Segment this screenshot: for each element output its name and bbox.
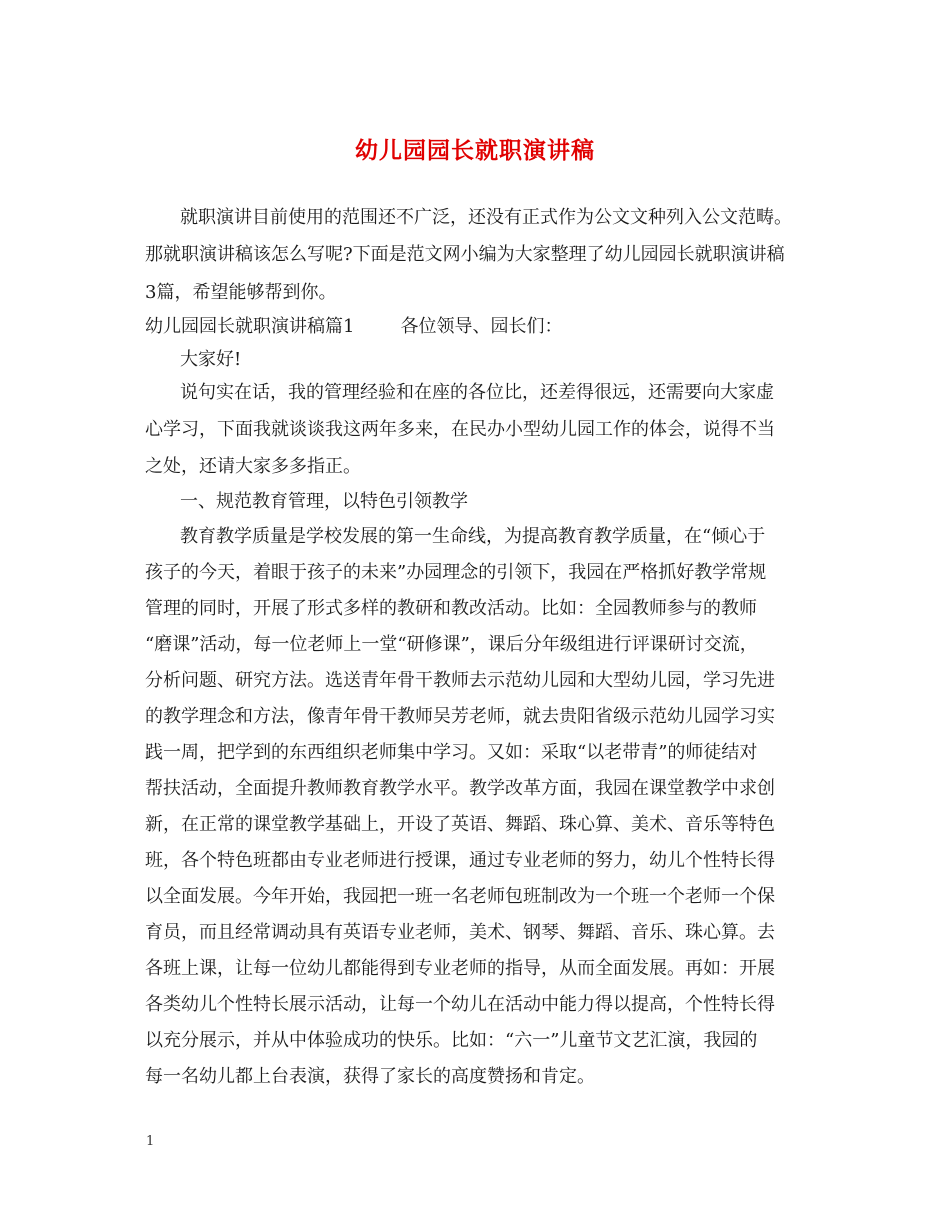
paragraph2-line-4: “磨课”活动，每一位老师上一堂“研修课”，课后分年级组进行评课研讨交流， [145,634,758,655]
paragraph2-line-13: 各班上课，让每一位幼儿都能得到专业老师的指导，从而全面发展。再如：开展 [145,958,775,979]
intro-line-1: 就职演讲目前使用的范围还不广泛，还没有正式作为公文文种列入公文范畴。 [180,207,792,228]
greeting: 大家好! [180,349,242,370]
paragraph2-line-3: 管理的同时，开展了形式多样的教研和教改活动。比如：全园教师参与的教师 [145,598,757,619]
page-number: 1 [146,1134,155,1149]
paragraph2-line-2: 孩子的今天，着眼于孩子的未来”办园理念的引领下，我园在严格抓好教学常规 [145,562,767,583]
paragraph2-line-7: 践一周，把学到的东西组织老师集中学习。又如：采取“以老带青”的师徒结对 [145,742,758,763]
document-title: 幼儿园园长就职演讲稿 [355,137,595,164]
paragraph2-line-9: 新，在正常的课堂教学基础上，开设了英语、舞蹈、珠心算、美术、音乐等特色 [145,814,775,835]
paragraph2-line-10: 班，各个特色班都由专业老师进行授课，通过专业老师的努力，幼儿个性特长得 [145,850,775,871]
salutation: 各位领导、园长们： [400,316,563,337]
paragraph2-line-16: 每一名幼儿都上台表演，获得了家长的高度赞扬和肯定。 [145,1066,595,1087]
section-title: 幼儿园园长就职演讲稿篇1 [145,316,355,337]
paragraph2-line-12: 育员，而且经常调动具有英语专业老师，美术、钢琴、舞蹈、音乐、珠心算。去 [145,922,775,943]
paragraph2-line-8: 帮扶活动，全面提升教师教育教学水平。教学改革方面，我园在课堂教学中求创 [145,778,775,799]
paragraph2-line-11: 以全面发展。今年开始，我园把一班一名老师包班制改为一个班一个老师一个保 [145,886,775,907]
paragraph2-line-1: 教育教学质量是学校发展的第一生命线，为提高教育教学质量，在“倾心于 [180,526,766,547]
paragraph2-line-6: 的教学理念和方法，像青年骨干教师吴芳老师，就去贵阳省级示范幼儿园学习实 [145,706,775,727]
paragraph1-line-1: 说句实在话，我的管理经验和在座的各位比，还差得很远，还需要向大家虚 [180,382,774,403]
paragraph1-line-2: 心学习，下面我就谈谈我这两年多来，在民办小型幼儿园工作的体会，说得不当 [145,419,775,440]
section-header [145,315,562,339]
intro-line-3: 3篇，希望能够帮到你。 [145,282,337,303]
paragraph2-line-14: 各类幼儿个性特长展示活动，让每一个幼儿在活动中能力得以提高，个性特长得 [145,994,775,1015]
paragraph2-line-5: 分析问题、研究方法。选送青年骨干教师去示范幼儿园和大型幼儿园，学习先进 [145,670,775,691]
heading-1: 一、规范教育管理，以特色引领教学 [180,491,468,512]
paragraph1-line-3: 之处，还请大家多多指正。 [145,456,361,477]
paragraph2-line-15: 以充分展示，并从中体验成功的快乐。比如：“六一”儿童节文艺汇演，我园的 [145,1030,758,1051]
intro-line-2: 那就职演讲稿该怎么写呢?下面是范文网小编为大家整理了幼儿园园长就职演讲稿 [145,244,785,265]
